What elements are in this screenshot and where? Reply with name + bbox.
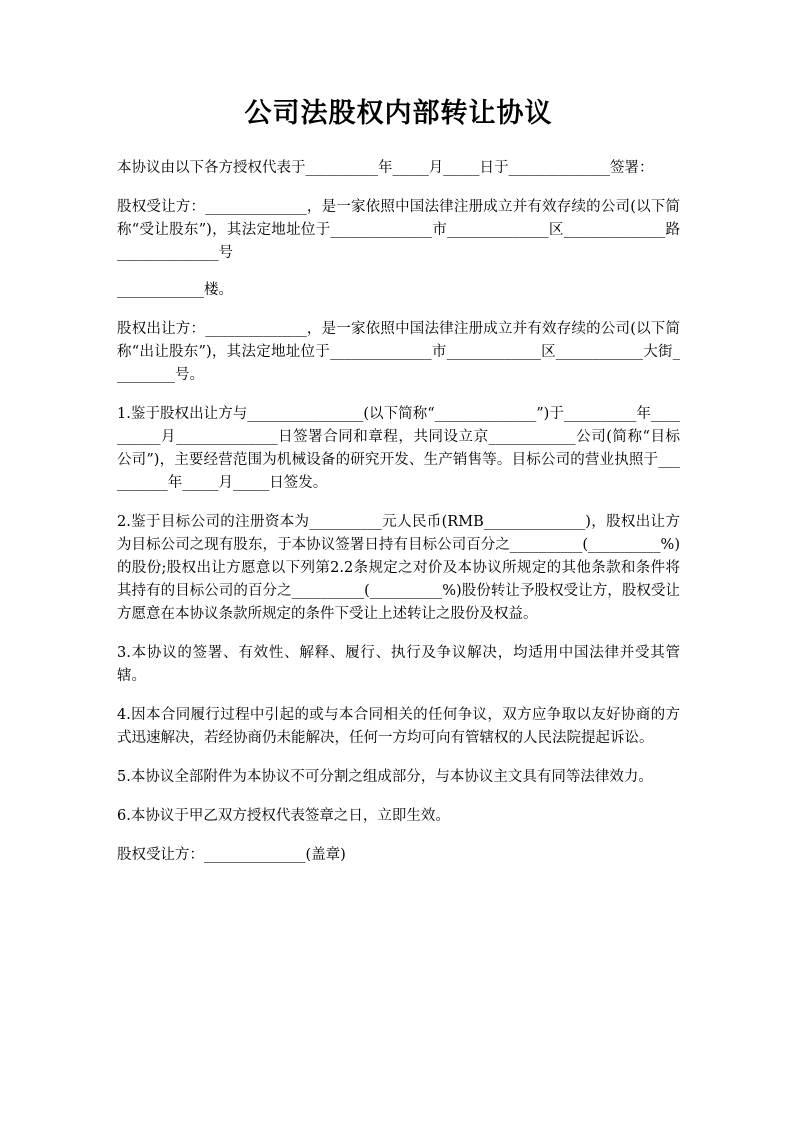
- clause-2: 2.鉴于目标公司的注册资本为__________元人民币(RMB______________)，股权出让方为目标公司之现有股东，于本协议签署日持有目标公司百分之__________(__________%)的股份;股权出让方愿意以下列第2.2条规定之对价及本协议所规定的其他条款和条件将其持有的目标公司的百分之__________(__________%)股份转让予股权受让方，股权受让方愿意在本协议条款所规定的条件下受让上述转让之股份及权益。: [117, 514, 680, 622]
- intro-paragraph: 本协议由以下各方授权代表于__________年_____月_____日于______________签署：: [117, 160, 654, 176]
- clause-4: 4.因本合同履行过程中引起的或与本合同相关的任何争议，双方应争取以友好协商的方式迅速解决，若经协商仍未能解决，任何一方均可向有管辖权的人民法院提起诉讼。: [117, 707, 680, 746]
- clause-6: 6.本协议于甲乙双方授权代表签章之日，立即生效。: [117, 808, 450, 824]
- document-title: 公司法股权内部转让协议: [244, 98, 553, 129]
- document-page: [0, 97, 796, 1127]
- clause-5: 5.本协议全部附件为本协议不可分割之组成部分，与本协议主文具有同等法律效力。: [117, 769, 653, 785]
- transferor-paragraph: 股权出让方：______________，是一家依照中国法律注册成立并有效存续的公司(以下简称“出让股东”)，其法定地址位于______________市_____________区____________大街_________号。: [117, 321, 680, 383]
- transferee-paragraph: 股权受让方：______________，是一家依照中国法律注册成立并有效存续的公司(以下简称“受让股东”)，其法定地址位于______________市______________区______________路______________号: [117, 199, 680, 261]
- clause-3: 3.本协议的签署、有效性、解释、履行、执行及争议解决，均适用中国法律并受其管辖。: [117, 645, 680, 684]
- clause-1: 1.鉴于股权出让方与________________(以下简称“______________”)于__________年__________月______________日签署合同和章程，共同设立京____________公司(简称“目标公司”)，主要经营范围为机械设备的研究开发、生产销售等。目标公司的营业执照于__________年_____月_____日签发。: [117, 406, 680, 491]
- signature-line-transferee: 股权受让方：______________(盖章): [117, 847, 346, 863]
- transferee-floor-line: ____________楼。: [117, 282, 233, 298]
